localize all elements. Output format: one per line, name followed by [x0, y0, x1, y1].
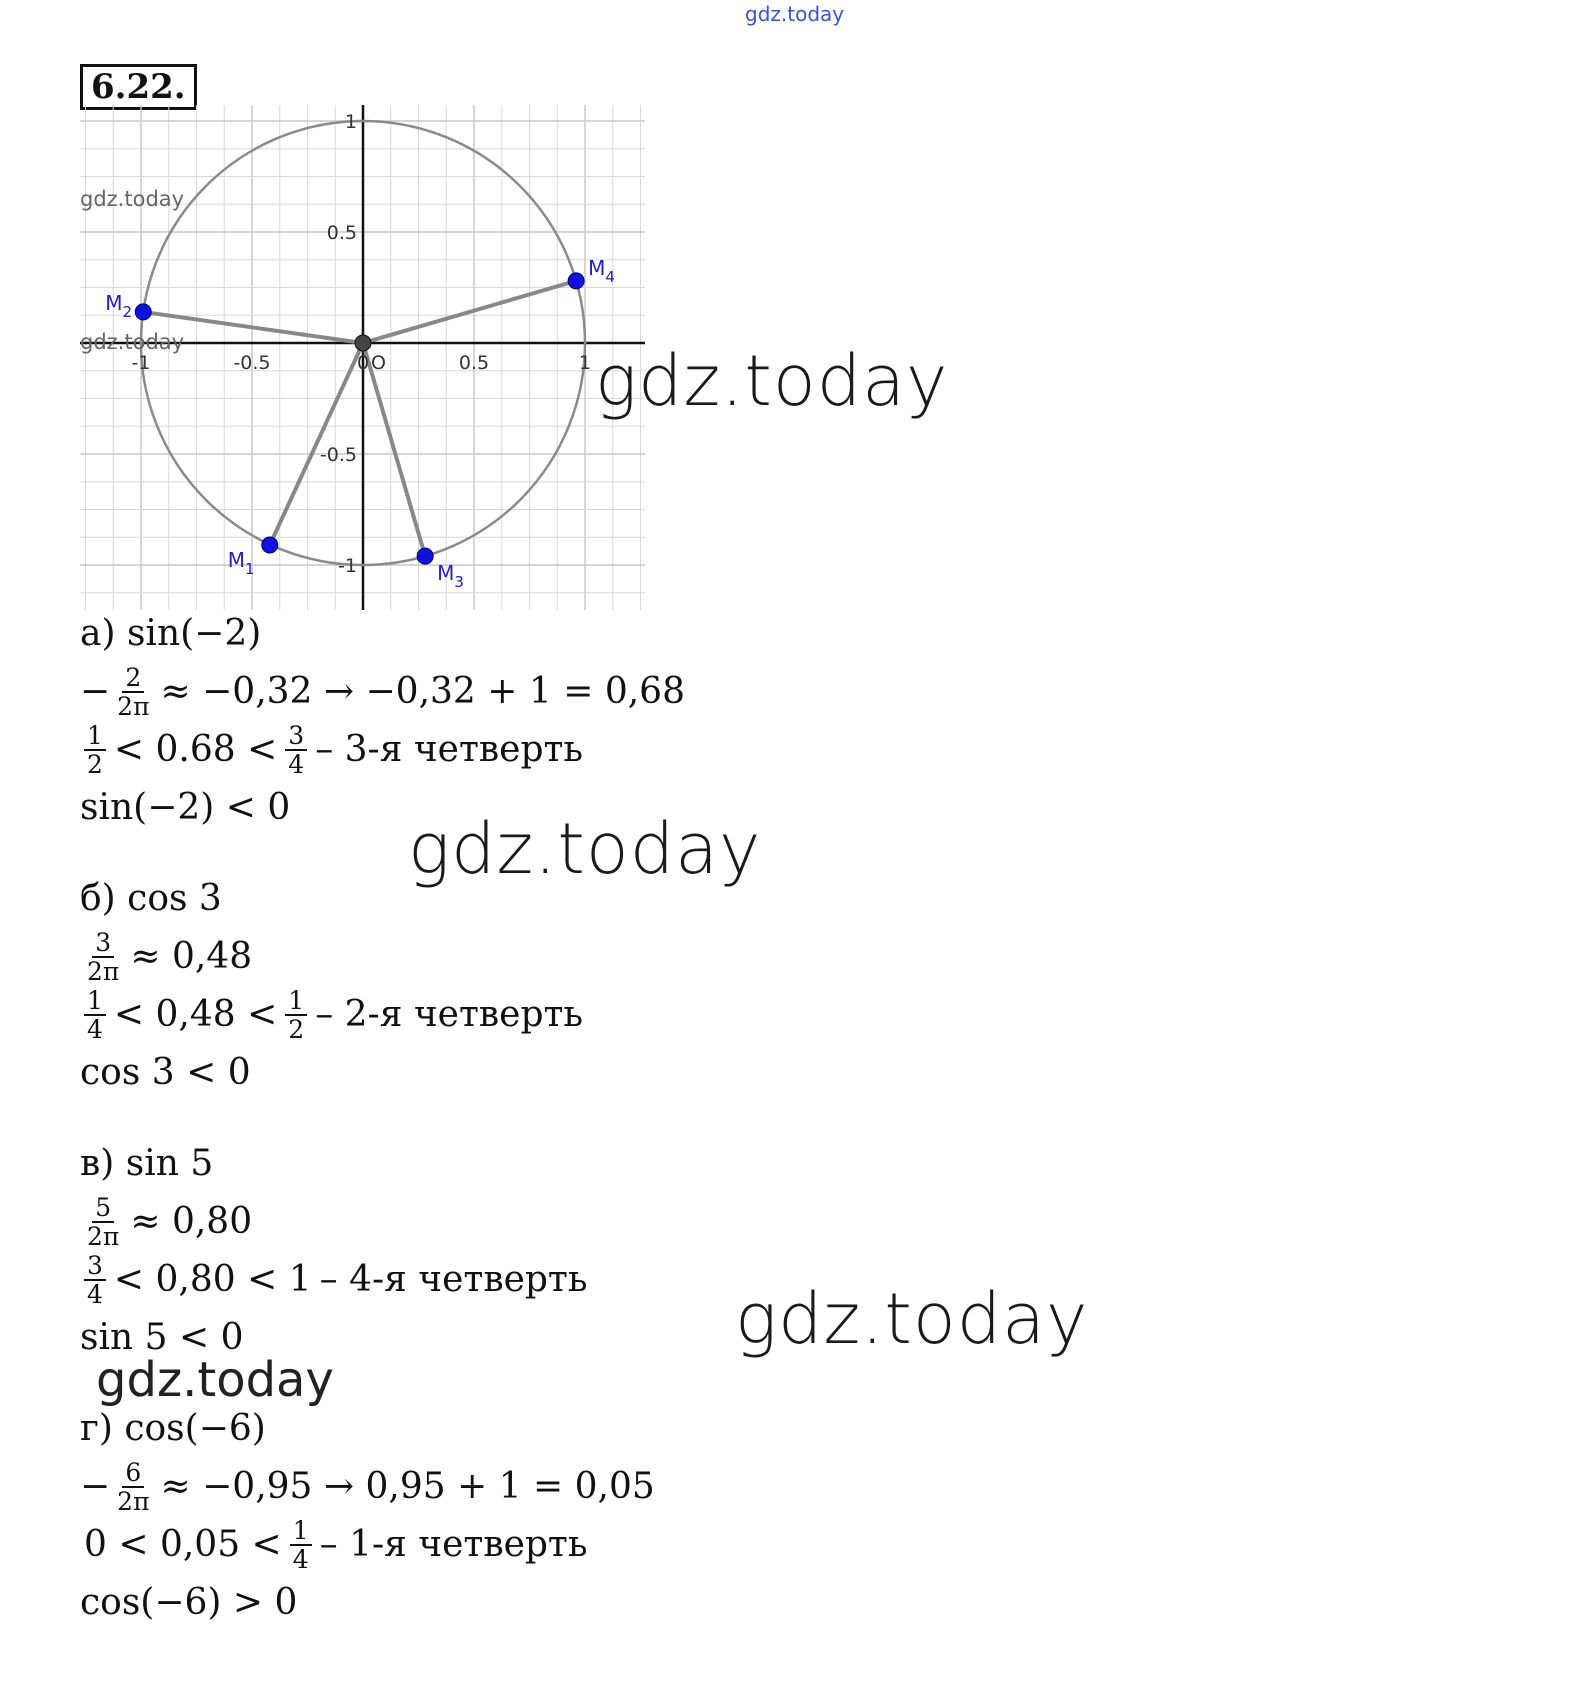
section-v	[80, 1135, 591, 1367]
section-heading: а) sin(−2)	[80, 613, 262, 654]
sign: −	[80, 671, 111, 712]
x-tick-label: 1	[578, 352, 592, 374]
point-label: $M_2$	[105, 290, 133, 321]
section-heading: в) sin 5	[80, 1143, 214, 1184]
section-b	[80, 870, 587, 1102]
quarter-note: – 3-я четверть	[315, 729, 584, 770]
fraction: $\frac{1}{2}$	[84, 722, 106, 778]
section-heading: б) cos 3	[80, 878, 222, 919]
radius-segments	[143, 281, 576, 556]
inequality: 0 < 0,05 <	[84, 1524, 282, 1565]
inequality: < 0,80 < 1	[113, 1259, 312, 1300]
sign: −	[80, 1466, 111, 1507]
fraction: $\frac{3}{2\pi}$	[87, 928, 120, 986]
watermark-mid: gdz.today	[96, 1352, 334, 1408]
fraction: $\frac{5}{2\pi}$	[87, 1193, 120, 1251]
unit-circle-plot	[80, 105, 645, 610]
expression: ≈ 0,48	[130, 936, 253, 977]
point-marker	[568, 273, 584, 289]
quarter-note: – 2-я четверть	[315, 994, 584, 1035]
fraction: $\frac{3}{4}$	[84, 1252, 106, 1308]
point-marker	[262, 537, 278, 553]
quarter-note: – 4-я четверть	[319, 1259, 588, 1300]
origin-label: O	[371, 352, 386, 374]
fraction: $\frac{1}{4}$	[84, 987, 106, 1043]
quarter-note: – 1-я четверть	[319, 1524, 588, 1565]
result: sin(−2) < 0	[80, 787, 291, 828]
section-heading: г) cos(−6)	[80, 1408, 266, 1449]
x-tick-label: 0	[356, 352, 370, 374]
point-label: $M_3$	[437, 561, 464, 592]
problem-number: 6.22.	[80, 64, 197, 110]
radius-segment	[363, 281, 576, 343]
origin-marker	[355, 335, 371, 351]
y-tick-label: -0.5	[319, 444, 357, 466]
radius-segment	[363, 343, 425, 556]
x-tick-label: -0.5	[233, 352, 271, 374]
point-label: $M_1$	[227, 548, 255, 579]
watermark-top: gdz.today	[745, 2, 845, 26]
watermark-plot-a: gdz.today	[80, 187, 185, 211]
point-label: $M_4$	[588, 255, 615, 286]
fraction: $\frac{6}{2\pi}$	[117, 1458, 150, 1516]
y-tick-label: -1	[338, 555, 357, 577]
inequality: < 0,48 <	[113, 994, 278, 1035]
fraction: $\frac{1}{2}$	[285, 987, 307, 1043]
watermark-big-3: gdz.today	[735, 1278, 1089, 1360]
points	[105, 256, 615, 591]
expression: ≈ −0,95 → 0,95 + 1 = 0,05	[160, 1466, 655, 1507]
y-tick-label: 0.5	[326, 222, 357, 244]
section-a	[80, 605, 689, 837]
fraction: $\frac{1}{4}$	[290, 1517, 312, 1573]
x-tick-label: 0.5	[458, 352, 490, 374]
expression: ≈ −0,32 → −0,32 + 1 = 0,68	[160, 671, 685, 712]
point-marker	[417, 548, 433, 564]
result: sin 5 < 0	[80, 1317, 244, 1358]
watermark-big-2: gdz.today	[408, 808, 762, 890]
inequality: < 0.68 <	[113, 729, 278, 770]
result: cos 3 < 0	[80, 1052, 251, 1093]
result: cos(−6) > 0	[80, 1582, 298, 1623]
point-marker	[135, 304, 151, 320]
watermark-big-1: gdz.today	[595, 340, 949, 422]
x-tick-label: -1	[131, 352, 151, 374]
fraction: $\frac{3}{4}$	[285, 722, 307, 778]
watermark-plot-b: gdz.today	[80, 330, 185, 354]
fraction: $\frac{2}{2\pi}$	[117, 663, 150, 721]
section-g	[80, 1400, 659, 1632]
y-tick-label: 1	[344, 111, 357, 133]
expression: ≈ 0,80	[130, 1201, 253, 1242]
